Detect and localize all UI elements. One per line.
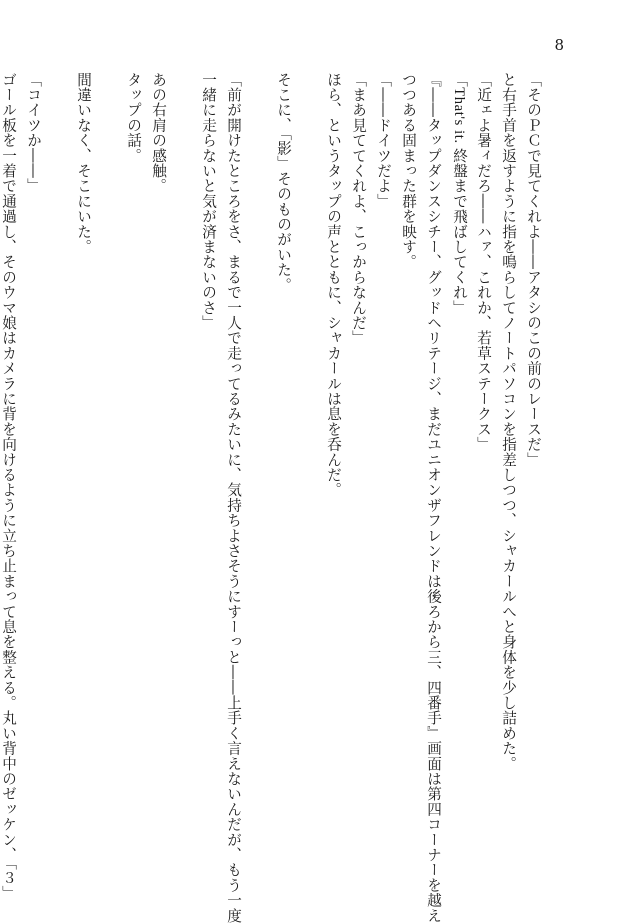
text-line: 「That's it. 終盤まで飛ばしてくれ」 xyxy=(451,72,467,316)
text-line: 「そのＰＣで見てくれよ――アタシのこの前のレースだ」 xyxy=(525,72,542,468)
text-line: と右手首を返すように指を鳴らしてノートパソコンを指差しつつ、シャカールへと身体を少し詰めた。 xyxy=(500,72,517,772)
blank-line xyxy=(171,72,196,832)
text-line: 間違いなく、そこにいた。 xyxy=(75,72,92,255)
text-line: タップの話。 xyxy=(125,72,142,164)
text-line: 「前が開けたところをさ、まるで一人で走ってるみたいに、気持ちよさそうにすーっと――上手く言えないんだが、もう一度 xyxy=(225,72,242,923)
text-line: 「近ェよ暑ィだろ――ハァ、これか、若草ステークス」 xyxy=(475,72,492,452)
blank-line xyxy=(96,72,121,832)
blank-line xyxy=(46,72,71,832)
blank-line xyxy=(296,72,321,832)
text-line: 『――タップダンスシチー、グッドヘリテージ、まだユニオンザフレンドは後ろから三、四番手』画面は第四コーナーを越え xyxy=(425,72,442,923)
text-line: 「――ドイツだよ」 xyxy=(375,72,392,209)
text-line: ゴール板を一着で通過し、そのウマ娘はカメラに背を向けるように立ち止まって息を整える。丸い背中のゼッケン、「３」 xyxy=(0,72,17,901)
text-line: 一緒に走らないと気が済まないのさ」 xyxy=(200,72,217,331)
text-line: つつある固まった群を映す。 xyxy=(400,72,417,270)
text-line: ほら、というタップの声とともに、シャカールは息を呑んだ。 xyxy=(325,72,342,498)
text-line: そこに、「影」そのものがいた。 xyxy=(275,72,292,293)
page-number: 8 xyxy=(554,36,564,54)
novel-text-body xyxy=(0,72,546,923)
text-line: 「コイツか――」 xyxy=(25,72,42,194)
text-line: 「まあ見ててくれよ、こっからなんだ」 xyxy=(350,72,367,346)
blank-line xyxy=(246,72,271,832)
text-line: あの右肩の感触。 xyxy=(150,72,167,194)
